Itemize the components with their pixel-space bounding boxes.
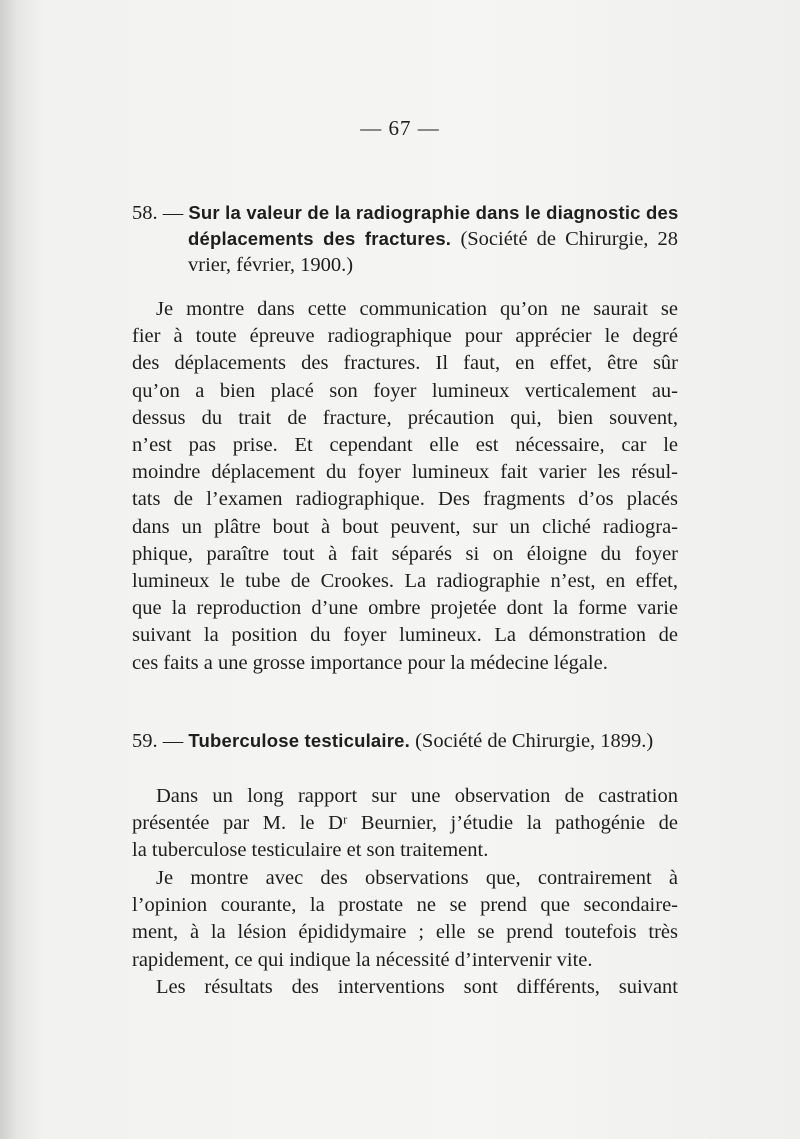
text-line: ces faits a une grosse importance pour la médecine légale. <box>132 651 608 674</box>
text-line: suivant la position du foyer lumineux. La démonstration de <box>132 624 678 647</box>
text-line: fier à toute épreuve radiographique pour apprécier le degré <box>132 325 678 348</box>
text-line: rapidement, ce qui indique la nécessité d’intervenir vite. <box>132 948 593 971</box>
entry-59-heading <box>132 727 678 755</box>
text-line: la tuberculose testiculaire et son traitement. <box>132 839 489 862</box>
entry-source: (Société de Chirurgie, 1899.) <box>415 730 654 752</box>
text-line: Les résultats des interventions sont différents, suivant <box>156 976 678 998</box>
text-line: Dans un long rapport sur une observation de castration <box>156 785 678 807</box>
text-line: phique, paraître tout à fait séparés si on éloigne du foyer <box>132 542 678 565</box>
text-line: Je montre dans cette communication qu’on ne saurait se <box>156 298 678 320</box>
entry-source-continued: vrier, février, 1900.) <box>188 254 354 276</box>
page-number: — 67 — <box>360 116 440 140</box>
entry-59-paragraph-2 <box>132 865 678 974</box>
text-line: n’est pas prise. Et cependant elle est nécessaire, car le <box>132 434 678 457</box>
text-line: lumineux le tube de Crookes. La radiographie n’est, en effet, <box>132 570 678 593</box>
text-line: l’opinion courante, la prostate ne se prend que secondaire- <box>132 894 678 917</box>
text-line: présentée par M. le Dʳ Beurnier, j’étudie la pathogénie de <box>132 812 678 835</box>
text-line: tats de l’examen radiographique. Des fragments d’os placés <box>132 488 678 511</box>
entry-title: Tuberculose testiculaire. <box>188 730 410 751</box>
entry-59-paragraph-1 <box>132 783 678 865</box>
text-line: que la reproduction d’une ombre projetée dont la forme varie <box>132 597 678 620</box>
entry-source: (Société de Chirurgie, 28 <box>460 228 678 250</box>
text-line: qu’on a bien placé son foyer lumineux verticalement au- <box>132 379 678 402</box>
entry-number: 58. — <box>132 202 189 224</box>
entry-58-heading-block <box>132 200 678 278</box>
text-line: moindre déplacement du foyer lumineux fait varier les résul- <box>132 461 678 484</box>
entry-59-paragraph-3 <box>132 974 678 1001</box>
entry-title-continued: déplacements des fractures. <box>188 228 461 249</box>
entry-58-paragraph <box>132 296 678 677</box>
text-line: Je montre avec des observations que, contrairement à <box>156 867 678 889</box>
text-line: ment, à la lésion épididymaire ; elle se prend toutefois très <box>132 921 678 944</box>
text-line: dans un plâtre bout à bout peuvent, sur un cliché radiogra- <box>132 515 678 538</box>
entry-title: Sur la valeur de la radiographie dans le diagnostic des <box>188 202 679 223</box>
text-line: des déplacements des fractures. Il faut, en effet, être sûr <box>132 352 678 375</box>
text-line: dessus du trait de fracture, précaution qui, bien souvent, <box>132 406 678 429</box>
entry-number: 59. — <box>132 730 184 752</box>
